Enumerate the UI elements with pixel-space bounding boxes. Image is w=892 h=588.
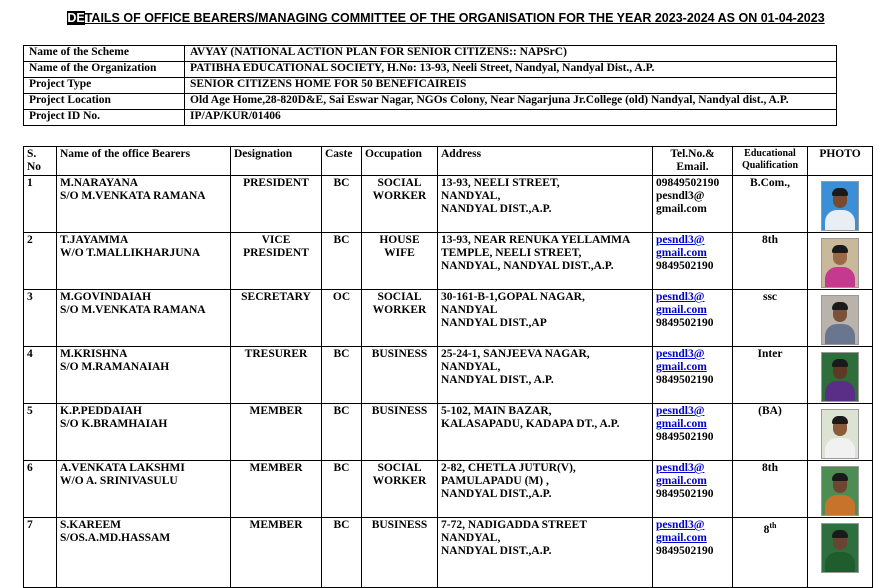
scheme-row [24, 94, 837, 110]
cell-photo [808, 176, 873, 233]
phone-number: 9849502190 [656, 545, 714, 557]
cell-caste: BC [322, 404, 362, 461]
cell-tel-email [653, 404, 733, 461]
table-header-row [24, 147, 873, 176]
title-highlight: DE [67, 11, 85, 25]
cell-photo [808, 404, 873, 461]
table-row [24, 404, 873, 461]
header-tel-email: Tel.No.& Email. [653, 147, 733, 176]
header-designation: Designation [231, 147, 322, 176]
cell-name: T.JAYAMMA W/O T.MALLIKHARJUNA [57, 233, 231, 290]
cell-caste: BC [322, 176, 362, 233]
scheme-value: Old Age Home,28-820D&E, Sai Eswar Nagar, NGOs Colony, Near Nagarjuna Jr.College (old) Nandyal, Nandyal dist., A.P. [185, 94, 837, 110]
scheme-label: Project ID No. [24, 110, 185, 126]
table-row [24, 461, 873, 518]
header-address: Address [438, 147, 653, 176]
phone-number: 9849502190 [656, 317, 714, 329]
cell-sno: 7 [24, 518, 57, 588]
table-row [24, 290, 873, 347]
cell-sno: 1 [24, 176, 57, 233]
cell-occupation: BUSINESS [362, 404, 438, 461]
cell-caste: BC [322, 347, 362, 404]
cell-address: 7-72, NADIGADDA STREET NANDYAL, NANDYAL DIST.,A.P. [438, 518, 653, 588]
cell-occupation: BUSINESS [362, 347, 438, 404]
scheme-row [24, 110, 837, 126]
cell-tel-email [653, 518, 733, 588]
cell-address: 30-161-B-1,GOPAL NAGAR, NANDYAL NANDYAL DIST.,AP [438, 290, 653, 347]
cell-caste: OC [322, 290, 362, 347]
header-occupation: Occupation [362, 147, 438, 176]
email-link-domain[interactable]: gmail.com [656, 532, 707, 544]
email-text: pesndl3@ [656, 190, 705, 202]
email-link[interactable]: pesndl3@ [656, 519, 705, 531]
cell-designation: SECRETARY [231, 290, 322, 347]
cell-sno: 2 [24, 233, 57, 290]
cell-photo [808, 233, 873, 290]
cell-name: A.VENKATA LAKSHMI W/O A. SRINIVASULU [57, 461, 231, 518]
email-link[interactable]: pesndl3@ [656, 291, 705, 303]
member-photo [821, 181, 859, 231]
email-link-domain[interactable]: gmail.com [656, 418, 707, 430]
cell-photo [808, 290, 873, 347]
cell-qualification: 8th [733, 233, 808, 290]
scheme-details-table [23, 45, 837, 126]
phone-number: 9849502190 [656, 431, 714, 443]
scheme-value: PATIBHA EDUCATIONAL SOCIETY, H.No: 13-93, Neeli Street, Nandyal, Nandyal Dist., A.P. [185, 62, 837, 78]
scheme-label: Name of the Scheme [24, 46, 185, 62]
cell-caste: BC [322, 518, 362, 588]
cell-name: M.KRISHNA S/O M.RAMANAIAH [57, 347, 231, 404]
member-photo [821, 466, 859, 516]
scheme-label: Project Type [24, 78, 185, 94]
cell-address: 5-102, MAIN BAZAR, KALASAPADU, KADAPA DT., A.P. [438, 404, 653, 461]
scheme-row [24, 62, 837, 78]
cell-sno: 5 [24, 404, 57, 461]
cell-designation: MEMBER [231, 461, 322, 518]
email-link[interactable]: pesndl3@ [656, 234, 705, 246]
cell-qualification: 8th [733, 461, 808, 518]
cell-address: 13-93, NEAR RENUKA YELLAMMA TEMPLE, NEELI STREET, NANDYAL, NANDYAL DIST.,A.P. [438, 233, 653, 290]
cell-name: M.GOVINDAIAH S/O M.VENKATA RAMANA [57, 290, 231, 347]
cell-sno: 4 [24, 347, 57, 404]
email-link[interactable]: pesndl3@ [656, 348, 705, 360]
scheme-row [24, 46, 837, 62]
cell-name: M.NARAYANA S/O M.VENKATA RAMANA [57, 176, 231, 233]
phone-number: 9849502190 [656, 374, 714, 386]
title-text: TAILS OF OFFICE BEARERS/MANAGING COMMITTEE OF THE ORGANISATION FOR THE YEAR 2023-2024 AS ON 01-04-2023 [84, 11, 825, 25]
cell-name: S.KAREEM S/OS.A.MD.HASSAM [57, 518, 231, 588]
cell-qualification: 8th [733, 518, 808, 588]
scheme-label: Project Location [24, 94, 185, 110]
cell-occupation: HOUSE WIFE [362, 233, 438, 290]
cell-tel-email [653, 347, 733, 404]
cell-name: K.P.PEDDAIAH S/O K.BRAMHAIAH [57, 404, 231, 461]
table-row [24, 233, 873, 290]
member-photo [821, 352, 859, 402]
table-row [24, 518, 873, 588]
cell-tel-email [653, 461, 733, 518]
scheme-value: IP/AP/KUR/01406 [185, 110, 837, 126]
cell-designation: PRESIDENT [231, 176, 322, 233]
cell-tel-email [653, 233, 733, 290]
email-link[interactable]: pesndl3@ [656, 405, 705, 417]
cell-occupation: SOCIAL WORKER [362, 461, 438, 518]
header-qualification: Educational Qualification [733, 147, 808, 176]
email-link-domain[interactable]: gmail.com [656, 361, 707, 373]
office-bearers-table [23, 146, 873, 588]
cell-tel-email [653, 176, 733, 233]
cell-address: 2-82, CHETLA JUTUR(V), PAMULAPADU (M) , NANDYAL DIST.,A.P. [438, 461, 653, 518]
table-row [24, 347, 873, 404]
cell-qualification: Inter [733, 347, 808, 404]
scheme-row [24, 78, 837, 94]
cell-caste: BC [322, 233, 362, 290]
scheme-label: Name of the Organization [24, 62, 185, 78]
cell-designation: MEMBER [231, 404, 322, 461]
cell-address: 13-93, NEELI STREET, NANDYAL, NANDYAL DIST.,A.P. [438, 176, 653, 233]
cell-photo [808, 518, 873, 588]
cell-sno: 6 [24, 461, 57, 518]
table-row [24, 176, 873, 233]
cell-occupation: BUSINESS [362, 518, 438, 588]
email-link-domain[interactable]: gmail.com [656, 304, 707, 316]
cell-address: 25-24-1, SANJEEVA NAGAR, NANDYAL, NANDYAL DIST., A.P. [438, 347, 653, 404]
email-link[interactable]: pesndl3@ [656, 462, 705, 474]
document-title [0, 11, 892, 25]
cell-photo [808, 461, 873, 518]
cell-qualification: B.Com., [733, 176, 808, 233]
scheme-value: AVYAY (NATIONAL ACTION PLAN FOR SENIOR CITIZENS:: NAPSrC) [185, 46, 837, 62]
scheme-value: SENIOR CITIZENS HOME FOR 50 BENEFICAIREIS [185, 78, 837, 94]
cell-tel-email [653, 290, 733, 347]
phone-number: 9849502190 [656, 488, 714, 500]
header-caste: Caste [322, 147, 362, 176]
cell-occupation: SOCIAL WORKER [362, 290, 438, 347]
member-photo [821, 523, 859, 573]
email-text-domain: gmail.com [656, 203, 707, 215]
member-photo [821, 295, 859, 345]
cell-designation: MEMBER [231, 518, 322, 588]
member-photo [821, 238, 859, 288]
cell-sno: 3 [24, 290, 57, 347]
phone-number: 09849502190 [656, 177, 720, 189]
header-name: Name of the office Bearers [57, 147, 231, 176]
cell-designation: VICE PRESIDENT [231, 233, 322, 290]
header-sno: S. No [24, 147, 57, 176]
cell-designation: TRESURER [231, 347, 322, 404]
member-photo [821, 409, 859, 459]
header-photo: PHOTO [808, 147, 873, 176]
cell-photo [808, 347, 873, 404]
cell-caste: BC [322, 461, 362, 518]
cell-qualification: (BA) [733, 404, 808, 461]
cell-occupation: SOCIAL WORKER [362, 176, 438, 233]
phone-number: 9849502190 [656, 260, 714, 272]
email-link-domain[interactable]: gmail.com [656, 247, 707, 259]
email-link-domain[interactable]: gmail.com [656, 475, 707, 487]
cell-qualification: ssc [733, 290, 808, 347]
